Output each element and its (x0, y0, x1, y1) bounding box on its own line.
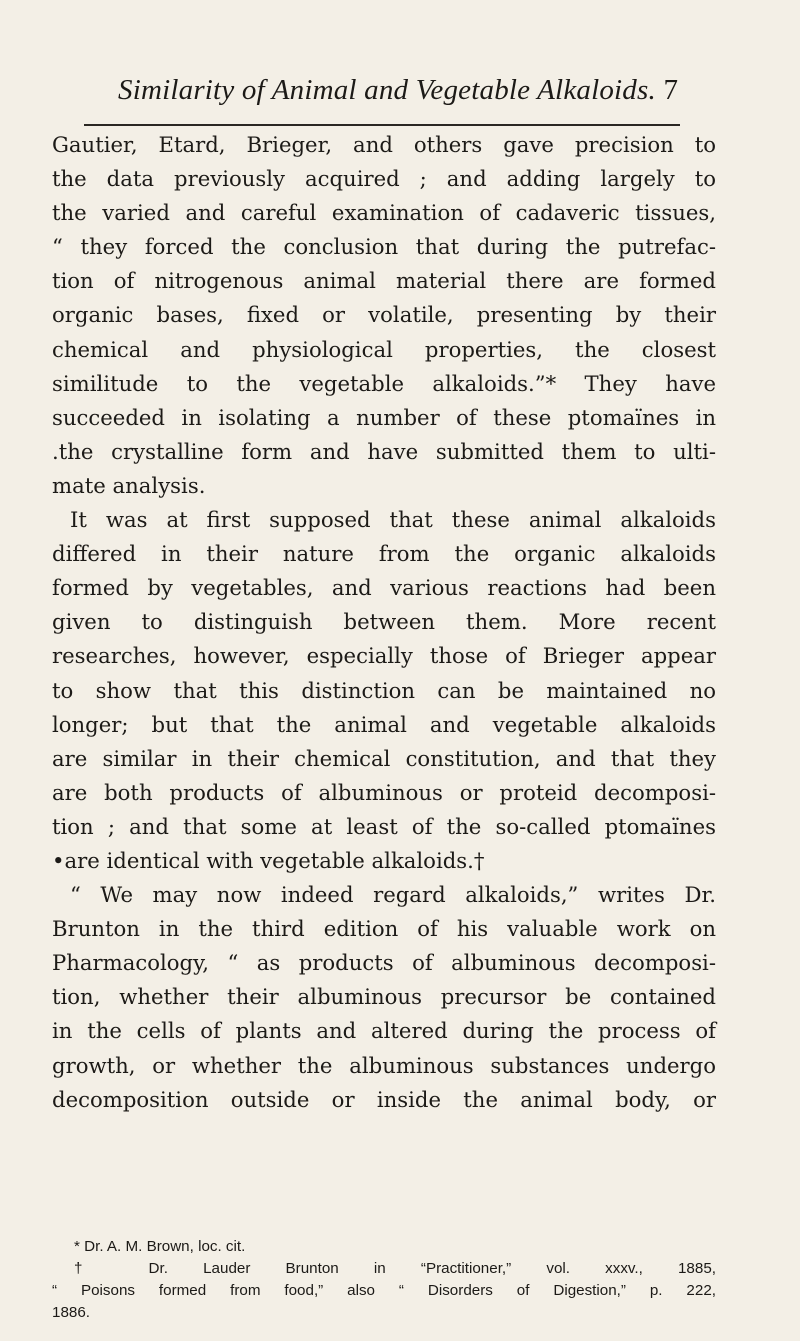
text-line: tion of nitrogenous animal material there are formed (52, 268, 716, 294)
text-line: It was at first supposed that these animal alkaloids (70, 507, 716, 533)
text-line: are both products of albuminous or proteid decomposi- (52, 779, 716, 805)
text-line: differed in their nature from the organic alkaloids (52, 541, 716, 567)
text-line: “ We may now indeed regard alkaloids,” writes Dr. (70, 882, 716, 908)
text-line: decomposition outside or inside the animal body, or (52, 1086, 716, 1112)
text-line: similitude to the vegetable alkaloids.”* They have (52, 370, 716, 396)
text-line: Pharmacology, “ as products of albuminous decomposi- (52, 950, 716, 976)
footnotes (52, 1236, 716, 1324)
text-line: given to distinguish between them. More recent (52, 609, 716, 635)
page-number: 7 (663, 74, 678, 106)
body-text (52, 128, 716, 1117)
text-line: researches, however, especially those of Brieger appear (52, 643, 716, 669)
text-line: to show that this distinction can be maintained no (52, 677, 716, 703)
text-line: “ they forced the conclusion that during the putrefac- (52, 234, 716, 260)
footnote-line: * Dr. A. M. Brown, loc. cit. (74, 1238, 246, 1255)
header-rule (84, 124, 680, 126)
text-line: tion, whether their albuminous precursor be contained (52, 984, 716, 1010)
running-head (118, 74, 678, 114)
text-line: mate analysis. (52, 472, 206, 498)
footnote-line: “ Poisons formed from food,” also “ Disorders of Digestion,” p. 222, (52, 1282, 716, 1299)
text-line: •are identical with vegetable alkaloids.† (52, 847, 485, 873)
footnote-line: 1886. (52, 1304, 91, 1321)
text-line: Gautier, Etard, Brieger, and others gave precision to (52, 132, 716, 157)
text-line: succeeded in isolating a number of these ptomaïnes in (52, 404, 716, 430)
footnote-line: † Dr. Lauder Brunton in “Practitioner,” vol. xxxv., 1885, (74, 1260, 716, 1277)
text-line: Brunton in the third edition of his valuable work on (52, 916, 716, 942)
text-line: in the cells of plants and altered during the process of (52, 1018, 716, 1044)
text-line: chemical and physiological properties, the closest (52, 336, 716, 362)
text-line: .the crystalline form and have submitted them to ulti- (52, 438, 716, 464)
text-line: the varied and careful examination of cadaveric tissues, (52, 200, 716, 226)
text-line: the data previously acquired ; and adding largely to (52, 166, 716, 192)
running-title: Similarity of Animal and Vegetable Alkaloids. (118, 74, 656, 106)
text-line: are similar in their chemical constitution, and that they (52, 745, 716, 771)
text-line: longer; but that the animal and vegetable alkaloids (52, 711, 716, 737)
text-line: tion ; and that some at least of the so-called ptomaïnes (52, 813, 716, 839)
text-line: organic bases, fixed or volatile, presenting by their (52, 302, 716, 328)
text-line: growth, or whether the albuminous substances undergo (52, 1052, 716, 1078)
text-line: formed by vegetables, and various reactions had been (52, 575, 716, 601)
